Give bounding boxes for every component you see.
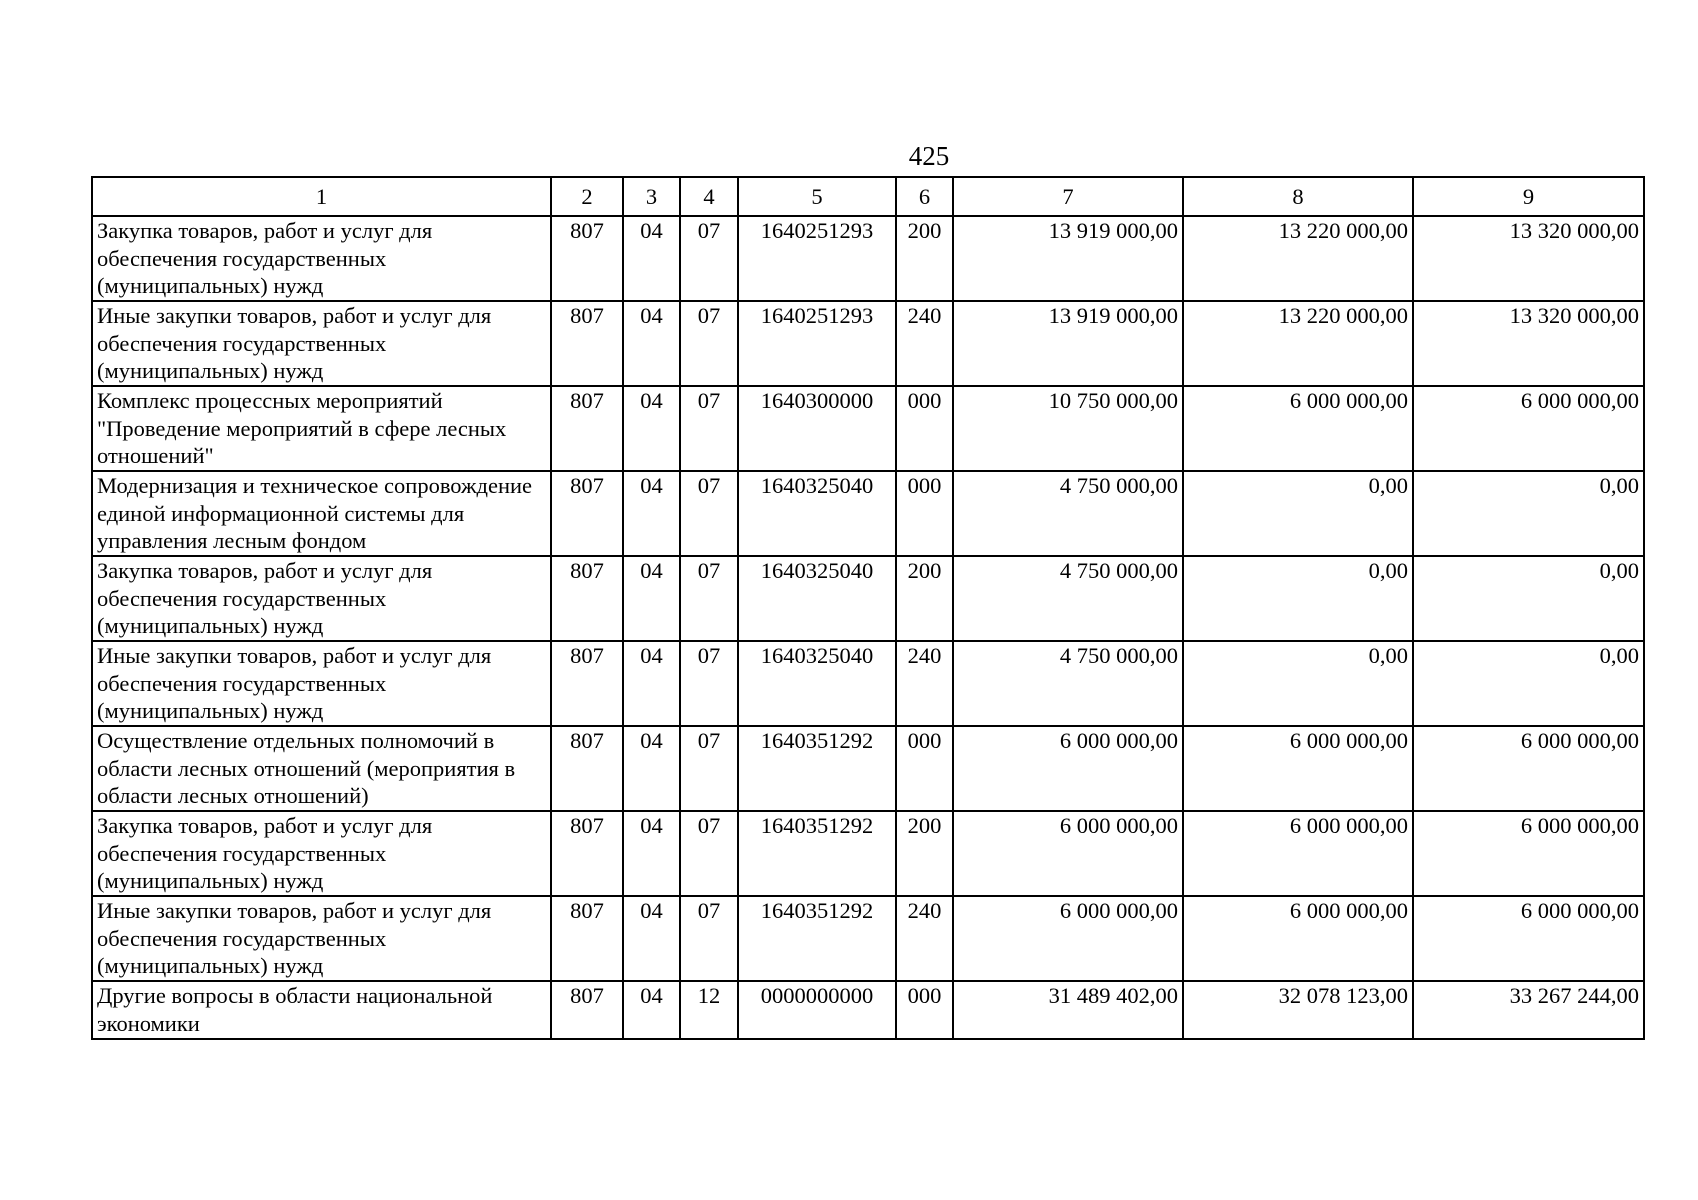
table-row (92, 981, 1644, 1039)
amount-col-9: 6 000 000,00 (1413, 726, 1644, 811)
ministry-code: 807 (551, 811, 623, 896)
column-header: 3 (623, 177, 680, 216)
expense-type-code: 200 (896, 811, 953, 896)
subsection-code: 07 (680, 726, 738, 811)
column-header: 5 (738, 177, 896, 216)
ministry-code: 807 (551, 896, 623, 981)
section-code: 04 (623, 981, 680, 1039)
column-header: 7 (953, 177, 1183, 216)
table-row (92, 301, 1644, 386)
ministry-code: 807 (551, 981, 623, 1039)
ministry-code: 807 (551, 386, 623, 471)
row-name: Комплекс процессных мероприятий "Проведение мероприятий в сфере лесных отношений" (92, 386, 551, 471)
subsection-code: 07 (680, 216, 738, 301)
expense-type-code: 240 (896, 896, 953, 981)
amount-col-7: 6 000 000,00 (953, 726, 1183, 811)
ministry-code: 807 (551, 641, 623, 726)
column-header: 2 (551, 177, 623, 216)
amount-col-7: 6 000 000,00 (953, 811, 1183, 896)
table-row (92, 896, 1644, 981)
amount-col-9: 33 267 244,00 (1413, 981, 1644, 1039)
expense-type-code: 240 (896, 301, 953, 386)
amount-col-8: 6 000 000,00 (1183, 811, 1413, 896)
target-article-code: 1640325040 (738, 556, 896, 641)
table-row (92, 726, 1644, 811)
section-code: 04 (623, 641, 680, 726)
ministry-code: 807 (551, 471, 623, 556)
subsection-code: 07 (680, 471, 738, 556)
subsection-code: 07 (680, 811, 738, 896)
budget-table (91, 176, 1645, 1040)
page-number: 425 (908, 141, 950, 171)
target-article-code: 1640251293 (738, 216, 896, 301)
target-article-code: 1640251293 (738, 301, 896, 386)
amount-col-8: 0,00 (1183, 471, 1413, 556)
row-name: Закупка товаров, работ и услуг для обеспечения государственных (муниципальных) нужд (92, 216, 551, 301)
subsection-code: 07 (680, 896, 738, 981)
row-name: Закупка товаров, работ и услуг для обеспечения государственных (муниципальных) нужд (92, 811, 551, 896)
table-row (92, 216, 1644, 301)
amount-col-8: 6 000 000,00 (1183, 386, 1413, 471)
table-row (92, 386, 1644, 471)
section-code: 04 (623, 726, 680, 811)
row-name: Другие вопросы в области национальной экономики (92, 981, 551, 1039)
row-name: Осуществление отдельных полномочий в области лесных отношений (мероприятия в области лесных отношений) (92, 726, 551, 811)
amount-col-9: 0,00 (1413, 641, 1644, 726)
target-article-code: 1640351292 (738, 896, 896, 981)
amount-col-7: 4 750 000,00 (953, 556, 1183, 641)
table-row (92, 811, 1644, 896)
expense-type-code: 200 (896, 556, 953, 641)
amount-col-9: 6 000 000,00 (1413, 896, 1644, 981)
ministry-code: 807 (551, 216, 623, 301)
amount-col-7: 13 919 000,00 (953, 301, 1183, 386)
target-article-code: 1640325040 (738, 641, 896, 726)
table-row (92, 471, 1644, 556)
section-code: 04 (623, 471, 680, 556)
amount-col-9: 6 000 000,00 (1413, 811, 1644, 896)
amount-col-9: 0,00 (1413, 556, 1644, 641)
column-header: 1 (92, 177, 551, 216)
amount-col-9: 13 320 000,00 (1413, 301, 1644, 386)
expense-type-code: 000 (896, 726, 953, 811)
subsection-code: 12 (680, 981, 738, 1039)
amount-col-8: 0,00 (1183, 641, 1413, 726)
amount-col-8: 32 078 123,00 (1183, 981, 1413, 1039)
section-code: 04 (623, 386, 680, 471)
subsection-code: 07 (680, 556, 738, 641)
section-code: 04 (623, 301, 680, 386)
section-code: 04 (623, 896, 680, 981)
amount-col-8: 13 220 000,00 (1183, 301, 1413, 386)
expense-type-code: 000 (896, 981, 953, 1039)
expense-type-code: 000 (896, 386, 953, 471)
subsection-code: 07 (680, 301, 738, 386)
amount-col-7: 31 489 402,00 (953, 981, 1183, 1039)
column-header: 8 (1183, 177, 1413, 216)
expense-type-code: 000 (896, 471, 953, 556)
target-article-code: 1640351292 (738, 726, 896, 811)
ministry-code: 807 (551, 556, 623, 641)
target-article-code: 0000000000 (738, 981, 896, 1039)
row-name: Иные закупки товаров, работ и услуг для обеспечения государственных (муниципальных) нужд (92, 301, 551, 386)
table-row (92, 556, 1644, 641)
column-header: 9 (1413, 177, 1644, 216)
expense-type-code: 240 (896, 641, 953, 726)
row-name: Иные закупки товаров, работ и услуг для обеспечения государственных (муниципальных) нужд (92, 896, 551, 981)
table-row (92, 641, 1644, 726)
amount-col-7: 4 750 000,00 (953, 471, 1183, 556)
amount-col-8: 0,00 (1183, 556, 1413, 641)
row-name: Модернизация и техническое сопровождение единой информационной системы для управления лесным фондом (92, 471, 551, 556)
section-code: 04 (623, 556, 680, 641)
target-article-code: 1640325040 (738, 471, 896, 556)
amount-col-7: 6 000 000,00 (953, 896, 1183, 981)
header-row (92, 177, 1644, 216)
amount-col-7: 10 750 000,00 (953, 386, 1183, 471)
amount-col-7: 4 750 000,00 (953, 641, 1183, 726)
section-code: 04 (623, 216, 680, 301)
subsection-code: 07 (680, 386, 738, 471)
column-header: 4 (680, 177, 738, 216)
amount-col-8: 6 000 000,00 (1183, 726, 1413, 811)
section-code: 04 (623, 811, 680, 896)
row-name: Закупка товаров, работ и услуг для обеспечения государственных (муниципальных) нужд (92, 556, 551, 641)
target-article-code: 1640300000 (738, 386, 896, 471)
row-name: Иные закупки товаров, работ и услуг для обеспечения государственных (муниципальных) нужд (92, 641, 551, 726)
amount-col-9: 0,00 (1413, 471, 1644, 556)
target-article-code: 1640351292 (738, 811, 896, 896)
amount-col-9: 6 000 000,00 (1413, 386, 1644, 471)
ministry-code: 807 (551, 726, 623, 811)
expense-type-code: 200 (896, 216, 953, 301)
column-header: 6 (896, 177, 953, 216)
ministry-code: 807 (551, 301, 623, 386)
amount-col-8: 13 220 000,00 (1183, 216, 1413, 301)
amount-col-9: 13 320 000,00 (1413, 216, 1644, 301)
amount-col-8: 6 000 000,00 (1183, 896, 1413, 981)
subsection-code: 07 (680, 641, 738, 726)
amount-col-7: 13 919 000,00 (953, 216, 1183, 301)
